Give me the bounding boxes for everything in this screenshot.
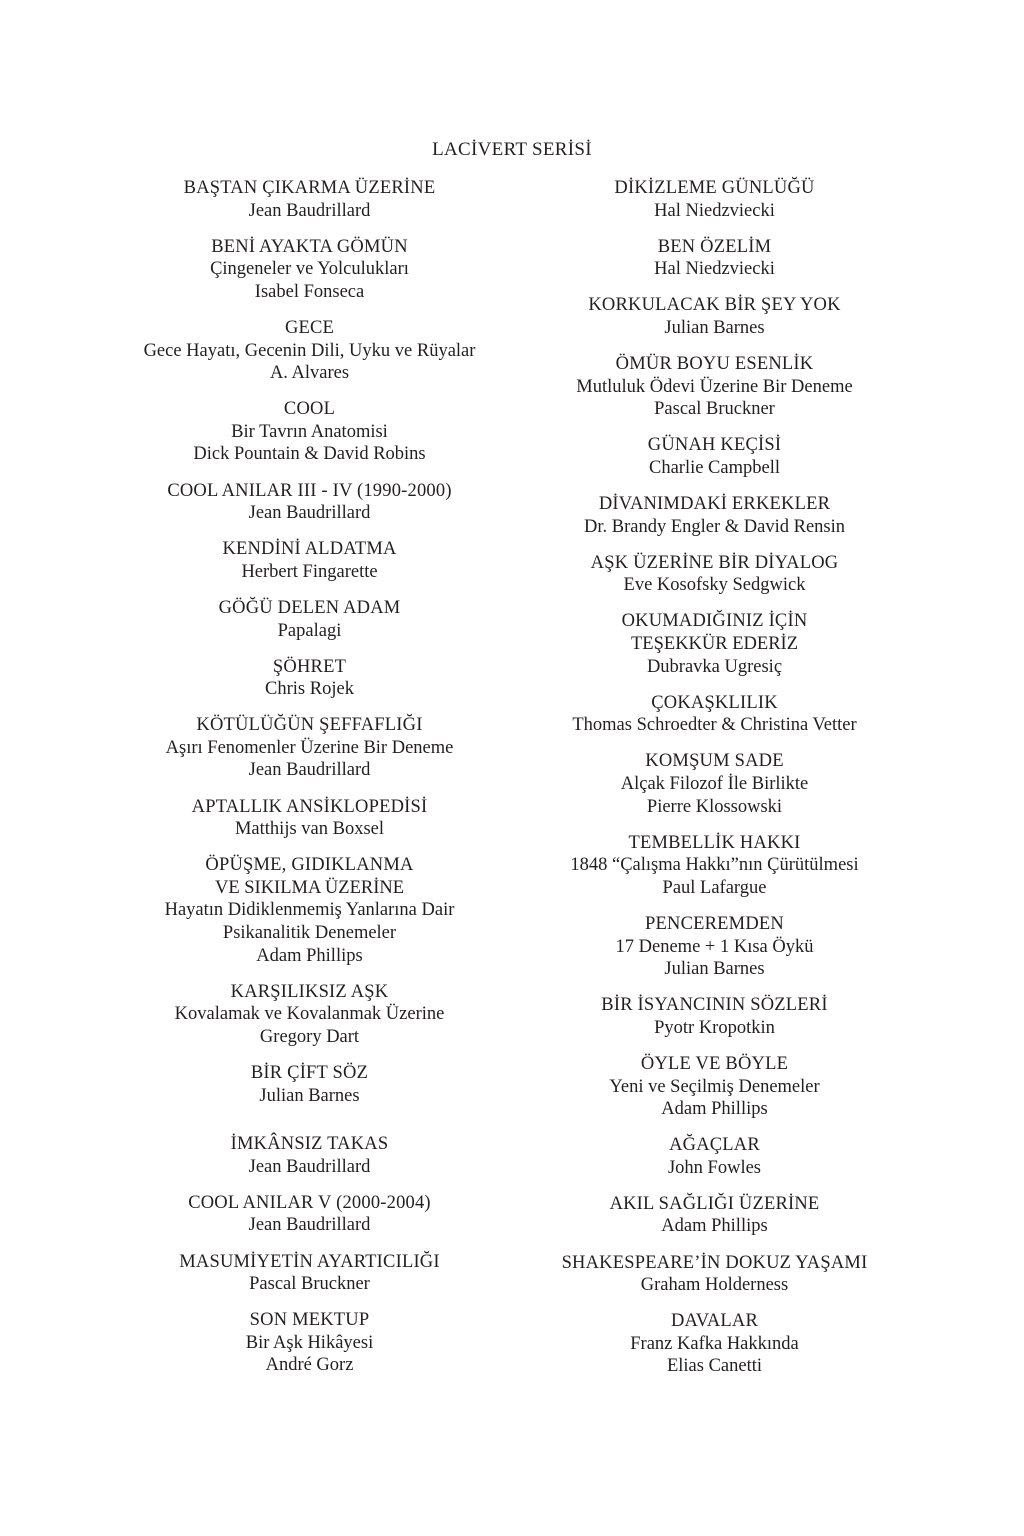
book-detail-line: A. Alvares <box>269 363 350 384</box>
book-title: ÖYLE VE BÖYLE <box>640 1053 789 1074</box>
book-detail-line: Dr. Brandy Engler & David Rensin <box>583 516 845 537</box>
book-entry <box>502 1053 927 1121</box>
book-title: GÜNAH KEÇİSİ <box>647 435 782 456</box>
book-entry <box>97 538 522 583</box>
book-title: OKUMADIĞINIZ İÇİN <box>621 611 808 632</box>
book-detail-line: Julian Barnes <box>664 317 765 338</box>
book-title: AŞK ÜZERİNE BİR DİYALOG <box>590 552 839 573</box>
book-detail-line: Pascal Bruckner <box>654 399 775 420</box>
book-entry <box>97 177 522 222</box>
book-entry <box>502 1252 927 1297</box>
book-title: DİVANIMDAKİ ERKEKLER <box>598 494 831 515</box>
book-entry <box>502 610 927 678</box>
book-title: BİR ÇİFT SÖZ <box>250 1063 369 1083</box>
book-title: COOL ANILAR III - IV (1990-2000) <box>167 480 452 501</box>
book-entry <box>502 434 927 479</box>
book-entry <box>97 236 522 304</box>
book-entry <box>97 1251 522 1296</box>
book-title: BENİ AYAKTA GÖMÜN <box>211 236 408 257</box>
book-entry <box>97 1192 522 1237</box>
book-detail-line: Graham Holderness <box>640 1275 789 1296</box>
book-entry <box>97 597 522 642</box>
book-title: BEN ÖZELİM <box>657 236 772 257</box>
book-list-left-column <box>97 177 522 1391</box>
book-detail-line: Bir Aşk Hikâyesi <box>245 1332 374 1353</box>
book-detail-line: Elias Canetti <box>666 1356 763 1377</box>
book-detail-line: André Gorz <box>265 1355 354 1376</box>
book-detail-line: Pyotr Kropotkin <box>654 1017 775 1038</box>
book-detail-line: Mutluluk Ödevi Üzerine Bir Deneme <box>576 376 853 397</box>
book-detail-line: VE SIKILMA ÜZERİNE <box>214 877 405 898</box>
book-title: AKIL SAĞLIĞI ÜZERİNE <box>609 1193 820 1214</box>
book-entry <box>97 1062 522 1107</box>
book-detail-line: 17 Deneme + 1 Kısa Öykü <box>615 936 814 957</box>
book-detail-line: Alçak Filozof İle Birlikte <box>620 773 809 794</box>
book-detail-line: Dubravka Ugresiç <box>646 656 783 677</box>
book-detail-line: Thomas Schroedter & Christina Vetter <box>572 715 857 736</box>
book-entry <box>97 317 522 385</box>
book-entry <box>502 913 927 981</box>
book-title: TEMBELLİK HAKKI <box>628 832 801 853</box>
book-title: COOL ANILAR V (2000-2004) <box>188 1192 431 1213</box>
book-detail-line: Yeni ve Seçilmiş Denemeler <box>609 1076 820 1097</box>
book-title: DAVALAR <box>670 1311 759 1332</box>
book-detail-line: Gece Hayatı, Gecenin Dili, Uyku ve Rüyalar <box>143 340 476 361</box>
book-detail-line: Adam Phillips <box>256 945 363 966</box>
book-detail-line: Adam Phillips <box>661 1216 768 1237</box>
book-entry <box>97 1309 522 1377</box>
book-entry <box>502 552 927 597</box>
book-detail-line: Hayatın Didiklenmemiş Yanlarına Dair <box>164 900 455 921</box>
book-title: KARŞILIKSIZ AŞK <box>230 981 389 1002</box>
book-detail-line: Pierre Klossowski <box>646 796 783 817</box>
book-detail-line: Gregory Dart <box>259 1026 360 1047</box>
book-title: ŞÖHRET <box>272 656 347 677</box>
book-title: GECE <box>284 317 335 338</box>
book-title: KOMŞUM SADE <box>645 751 784 772</box>
book-detail-line: Hal Niedzviecki <box>654 200 775 221</box>
book-detail-line: Eve Kosofsky Sedgwick <box>623 575 806 596</box>
book-title: DİKİZLEME GÜNLÜĞÜ <box>614 178 815 198</box>
book-entry <box>502 750 927 818</box>
book-detail-line: Papalagi <box>277 620 342 641</box>
page-title: LACİVERT SERİSİ <box>432 139 592 160</box>
book-entry <box>502 236 927 281</box>
book-detail-line: Jean Baudrillard <box>248 760 371 781</box>
book-title: AĞAÇLAR <box>669 1135 760 1156</box>
book-detail-line: Jean Baudrillard <box>248 200 371 221</box>
book-detail-line: Jean Baudrillard <box>248 1215 371 1236</box>
book-entry <box>502 1193 927 1238</box>
book-title: MASUMİYETİN AYARTICILIĞI <box>179 1251 440 1272</box>
book-entry <box>502 832 927 900</box>
book-detail-line: Aşırı Fenomenler Üzerine Bir Deneme <box>165 737 454 758</box>
book-title: ÖPÜŞME, GIDIKLANMA <box>205 855 414 876</box>
book-detail-line: Bir Tavrın Anatomisi <box>231 421 388 442</box>
book-title: KORKULACAK BİR ŞEY YOK <box>588 295 841 316</box>
book-entry <box>502 294 927 339</box>
book-entry <box>97 1133 522 1178</box>
book-detail-line: Jean Baudrillard <box>248 1156 371 1177</box>
book-entry <box>97 981 522 1049</box>
book-entry <box>97 480 522 525</box>
book-title: KENDİNİ ALDATMA <box>222 539 397 560</box>
book-title: PENCEREMDEN <box>645 913 784 934</box>
book-title: ÖMÜR BOYU ESENLİK <box>615 354 814 375</box>
book-detail-line: Psikanalitik Denemeler <box>222 923 397 944</box>
book-title: İMKÂNSIZ TAKAS <box>230 1134 389 1155</box>
book-title: SON MEKTUP <box>249 1310 370 1331</box>
book-title: ÇOKAŞKLILIK <box>651 692 778 713</box>
book-detail-line: 1848 “Çalışma Hakkı”nın Çürütülmesi <box>570 855 859 876</box>
book-entry <box>502 994 927 1039</box>
book-detail-line: Charlie Campbell <box>648 457 780 478</box>
book-detail-line: Hal Niedzviecki <box>654 259 775 280</box>
book-detail-line: Julian Barnes <box>259 1085 360 1106</box>
book-entry <box>97 854 522 967</box>
book-title: BİR İSYANCININ SÖZLERİ <box>601 995 828 1016</box>
book-detail-line: Franz Kafka Hakkında <box>630 1333 799 1354</box>
book-detail-line: Matthijs van Boxsel <box>234 819 385 840</box>
book-detail-line: Çingeneler ve Yolculukları <box>210 259 409 280</box>
book-title: GÖĞÜ DELEN ADAM <box>218 597 401 618</box>
book-entry <box>97 714 522 782</box>
book-detail-line: Chris Rojek <box>265 679 354 700</box>
book-detail-line: TEŞEKKÜR EDERİZ <box>631 634 798 654</box>
book-title: COOL <box>283 399 336 420</box>
book-detail-line: Kovalamak ve Kovalanmak Üzerine <box>174 1004 445 1025</box>
book-detail-line: Herbert Fingarette <box>241 561 378 582</box>
book-detail-line: John Fowles <box>667 1157 762 1178</box>
book-title: BAŞTAN ÇIKARMA ÜZERİNE <box>183 178 436 198</box>
book-entry <box>502 1134 927 1179</box>
book-detail-line: Isabel Fonseca <box>254 281 365 302</box>
book-entry <box>502 1310 927 1378</box>
book-entry <box>502 493 927 538</box>
book-entry <box>97 656 522 701</box>
book-list-right-column <box>502 177 927 1392</box>
book-detail-line: Dick Pountain & David Robins <box>193 444 426 465</box>
book-title: SHAKESPEARE’İN DOKUZ YAŞAMI <box>561 1252 868 1273</box>
book-detail-line: Paul Lafargue <box>662 877 767 898</box>
book-title: APTALLIK ANSİKLOPEDİSİ <box>191 796 428 817</box>
book-detail-line: Pascal Bruckner <box>249 1274 370 1295</box>
book-entry <box>502 692 927 737</box>
book-entry <box>502 177 927 222</box>
book-title: KÖTÜLÜĞÜN ŞEFFAFLIĞI <box>196 715 423 736</box>
book-detail-line: Adam Phillips <box>661 1099 768 1120</box>
book-entry <box>97 398 522 466</box>
book-entry <box>502 353 927 421</box>
book-entry <box>97 796 522 841</box>
book-detail-line: Julian Barnes <box>664 959 765 980</box>
book-detail-line: Jean Baudrillard <box>248 503 371 524</box>
